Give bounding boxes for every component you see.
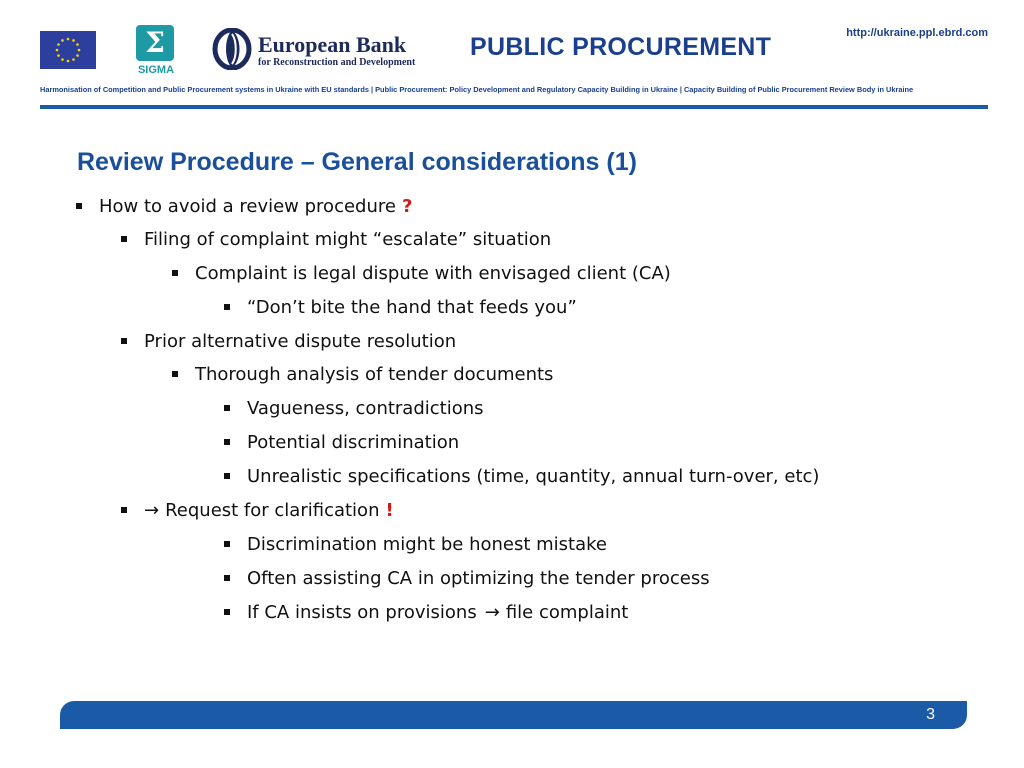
header-divider [40, 105, 988, 109]
emphasis-mark: ! [385, 500, 394, 521]
bullet-text: Unrealistic specifications (time, quantity, annual turn-over, etc) [247, 466, 820, 487]
bullet-text: Filing of complaint might “escalate” situation [144, 229, 552, 250]
sigma-logo [134, 25, 178, 77]
bullet-marker-icon [121, 338, 127, 344]
eu-stars-icon [40, 31, 96, 69]
bullet-text: “Don’t bite the hand that feeds you” [247, 297, 577, 318]
page-number: 3 [926, 706, 935, 723]
eu-star-icon [76, 43, 79, 46]
program-title: PUBLIC PROCUREMENT [470, 33, 772, 61]
eu-star-icon [67, 38, 70, 41]
bullet-text: Thorough analysis of tender documents [195, 364, 554, 385]
bullet-marker-icon [224, 304, 230, 310]
bullet-marker-icon [121, 236, 127, 242]
bullet-text: Request for clarification [165, 500, 380, 521]
bullet-item [224, 534, 607, 555]
bullet-item [172, 364, 553, 385]
bullet-marker-icon [224, 541, 230, 547]
bullet-marker-icon [121, 507, 127, 513]
eu-flag-logo [40, 31, 96, 69]
bullet-item [224, 602, 628, 623]
arrow-right-icon: → [484, 602, 500, 623]
bullet-marker-icon [224, 405, 230, 411]
eu-star-icon [57, 43, 60, 46]
eu-star-icon [76, 54, 79, 57]
site-url-link[interactable]: http://ukraine.ppl.ebrd.com [846, 27, 988, 39]
eu-star-icon [78, 49, 81, 52]
bullet-marker-icon [172, 270, 178, 276]
bullet-item [224, 568, 710, 589]
bullet-item [224, 297, 577, 318]
bullet-text: Prior alternative dispute resolution [144, 331, 457, 352]
bullet-text: Vagueness, contradictions [247, 398, 484, 419]
ebrd-subtitle: for Reconstruction and Development [258, 57, 416, 68]
sigma-symbol-icon: Σ [136, 25, 174, 61]
ebrd-logo [212, 28, 422, 72]
eu-star-icon [57, 54, 60, 57]
bullet-item [224, 398, 484, 419]
slide-header [0, 0, 1024, 112]
projects-line: Harmonisation of Competition and Public Procurement systems in Ukraine with EU standards | Public Procurement: Policy Development and Regulatory Capacity Building in Ukraine | Capacity Building of Public Procurement Review Body in Ukraine [40, 85, 914, 94]
bullet-text: Complaint is legal dispute with envisaged client (CA) [195, 263, 671, 284]
bullet-text: Often assisting CA in optimizing the tender process [247, 568, 710, 589]
arrow-right-icon: → [144, 500, 160, 521]
bullet-marker-icon [224, 575, 230, 581]
bullet-text: How to avoid a review procedure [99, 196, 396, 217]
bullet-item [224, 432, 459, 453]
bullet-marker-icon [224, 439, 230, 445]
slide-title: Review Procedure – General considerations (1) [77, 148, 637, 176]
ebrd-emblem-icon [212, 28, 252, 70]
eu-star-icon [61, 39, 64, 42]
bullet-text: Discrimination might be honest mistake [247, 534, 607, 555]
bullet-item [121, 229, 551, 250]
eu-star-icon [61, 58, 64, 61]
bullet-text-after: file complaint [505, 602, 629, 623]
bullet-item [121, 500, 394, 521]
bullet-marker-icon [224, 473, 230, 479]
bullet-marker-icon [172, 371, 178, 377]
bullet-item [172, 263, 671, 284]
bullet-text: Potential discrimination [247, 432, 460, 453]
bullet-marker-icon [224, 609, 230, 615]
eu-star-icon [67, 60, 70, 63]
bullet-item [121, 331, 456, 352]
bullet-marker-icon [76, 203, 82, 209]
bullet-item [76, 196, 412, 217]
bullet-text: If CA insists on provisions [247, 602, 477, 623]
ebrd-name: European Bank [258, 32, 407, 57]
eu-star-icon [72, 58, 75, 61]
footer-bar [60, 701, 967, 729]
eu-star-icon [72, 39, 75, 42]
bullet-item [224, 466, 819, 487]
sigma-label: SIGMA [137, 64, 175, 76]
emphasis-mark: ? [401, 196, 413, 217]
eu-star-icon [56, 49, 59, 52]
